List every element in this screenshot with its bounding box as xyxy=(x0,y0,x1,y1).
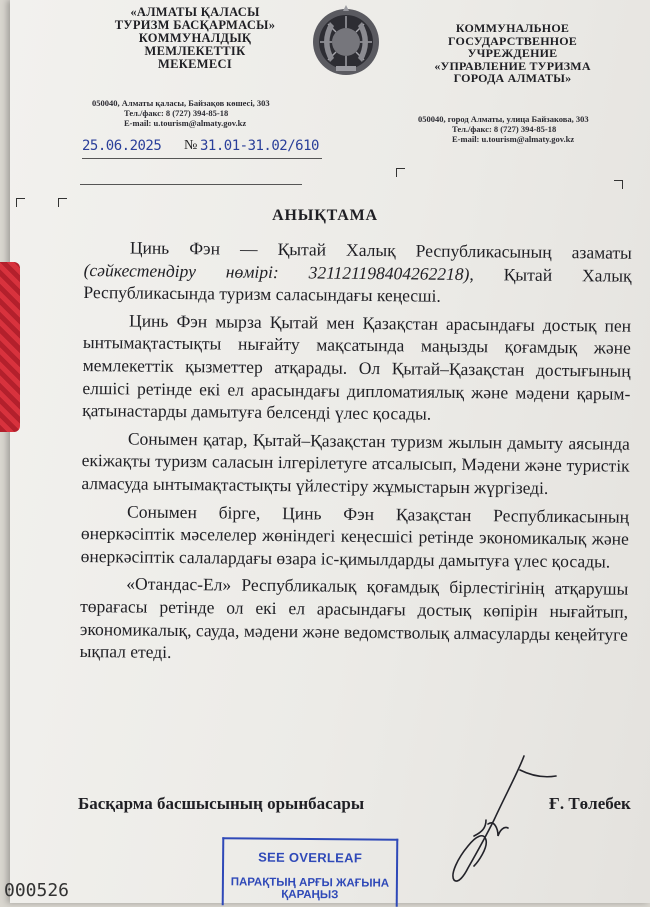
corner-mark xyxy=(58,198,67,207)
corner-mark xyxy=(614,180,623,189)
header-ru-line: ГОСУДАРСТВЕННОЕ xyxy=(448,33,577,48)
registration-number: 31.01-31.02/610 xyxy=(200,138,319,154)
header-kz-line: МЕКЕМЕСІ xyxy=(158,57,232,71)
address-ru xyxy=(418,114,633,144)
header-kz xyxy=(100,6,290,71)
header-ru xyxy=(420,22,605,85)
handwritten-signature xyxy=(428,750,568,890)
paragraph-1 xyxy=(83,236,632,310)
paragraph-2: Цинь Фэн мырза Қытай мен Қазақстан арасындағы достық пен ынтымақтастықты нығайту мақсатында маңызды қоғамдық және мемлекеттік қызметтер атқарады. Ол Қытай–Қазақстан достығының елшісі ретінде екі ел арасындағы дипломатиялық және мәдени қарым-қатынастарды дамытуға белсенді үлес қосады. xyxy=(82,310,632,424)
header-ru-line: КОММУНАЛЬНОЕ xyxy=(455,21,570,35)
paragraph-5: «Отандас-Ел» Республикалық қоғамдық бірлестігінің атқарушы төрағасы ретінде ол екі ел арасындағы достық көпірін нығайтып, экономикалық, сауда, мәдени және ведомстволық алмасуларды кеңейтуге ықпал етеді. xyxy=(79,573,629,663)
see-overleaf-stamp xyxy=(222,837,399,907)
address-ru-email: E-mail: u.tourism@almaty.gov.kz xyxy=(452,134,575,144)
registration-underline xyxy=(82,158,322,159)
identification-number: (сәйкестендіру нөмірі: 321121198404262218) xyxy=(83,259,470,284)
stamp-line-en: SEE OVERLEAF xyxy=(258,849,363,866)
corner-mark xyxy=(396,168,405,177)
serial-number: 000526 xyxy=(4,880,70,901)
signatory-name: Ғ. Төлебек xyxy=(549,794,631,813)
document-title: АНЫҚТАМА xyxy=(272,207,378,224)
header-ru-line: ГОРОДА АЛМАТЫ» xyxy=(453,71,572,85)
paragraph-1-start: Цинь Фэн — Қытай Халық Республикасының азаматы xyxy=(129,237,632,263)
document-body xyxy=(79,236,631,673)
address-kz-street: 050040, Алматы қаласы, Байзақов көшесі, 303 xyxy=(92,98,270,108)
paragraph-3: Сонымен қатар, Қытай–Қазақстан туризм жылын дамыту аясында екіжақты туризм саласын ілгерілетуге атсалысып, Мәдени және туристік алмасуда ынтымақтастықты үйлестіру жұмыстарын жүргізеді. xyxy=(81,428,630,498)
registration-number-sign: № xyxy=(184,138,197,153)
header-kz-line: КОММУНАЛДЫҚ xyxy=(138,31,252,45)
corner-mark xyxy=(16,198,25,207)
address-kz-phone: Тел./факс: 8 (727) 394-85-18 xyxy=(124,108,229,118)
header-kz-line: ТУРИЗМ БАСҚАРМАСЫ» xyxy=(114,18,276,32)
registration-line xyxy=(82,134,322,160)
header-ru-line: «УПРАВЛЕНИЕ ТУРИЗМА xyxy=(434,58,591,73)
paragraph-4: Сонымен бірге, Цинь Фэн Қазақстан Республикасының өнеркәсіптік мәселелер жөніндегі кеңесшісі ретінде экономикалық және өнеркәсіптік салалардағы өзара іс-қимылдарды дамытуға үлес қосады. xyxy=(80,500,630,572)
address-kz xyxy=(92,98,342,128)
address-ru-street: 050040, город Алматы, улица Байзакова, 303 xyxy=(418,114,589,124)
header-ru-line: УЧРЕЖДЕНИЕ xyxy=(467,46,558,60)
paragraph-1-end: , Қытай Халық Республикасында туризм саласындағы кеңесші. xyxy=(83,263,632,306)
red-ribbon xyxy=(0,262,20,432)
header-kz-line: МЕМЛЕКЕТТІК xyxy=(144,44,246,58)
blank-underline xyxy=(80,184,302,185)
registration-date: 25.06.2025 xyxy=(82,138,162,154)
header-kz-line: «АЛМАТЫ ҚАЛАСЫ xyxy=(130,5,260,19)
signatory-position: Басқарма басшысының орынбасары xyxy=(78,794,365,813)
address-kz-email: E-mail: u.tourism@almaty.gov.kz xyxy=(124,118,247,128)
state-emblem-icon xyxy=(310,2,382,82)
stamp-line-kz: ПАРАҚТЫҢ АРҒЫ ЖАҒЫНА ҚАРАҢЫЗ xyxy=(230,876,390,902)
address-ru-phone: Тел./факс: 8 (727) 394-85-18 xyxy=(452,124,557,134)
